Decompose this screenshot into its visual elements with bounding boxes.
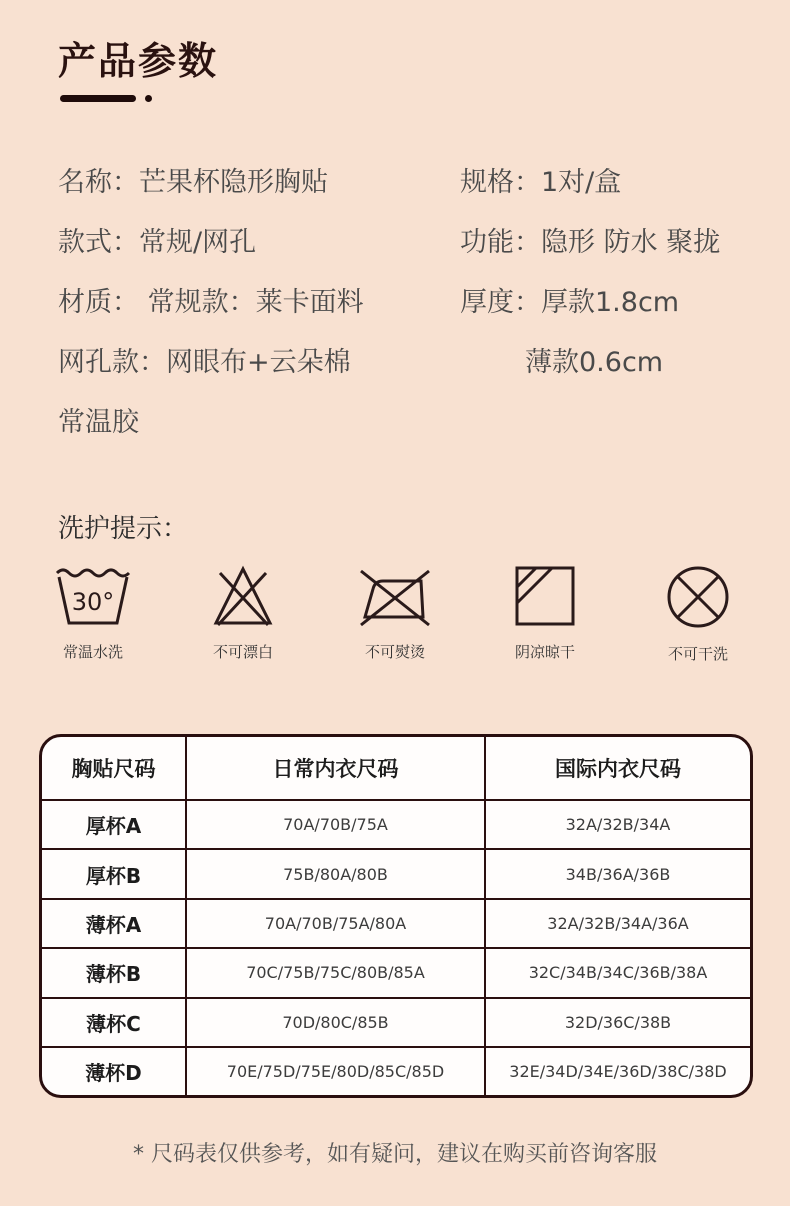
cell-patch-size: 薄杯D: [42, 1047, 186, 1095]
wash-temp-label: 30°: [71, 588, 115, 616]
cell-intl-size: 32E/34D/34E/36D/38C/38D: [509, 1062, 727, 1082]
table-row: [42, 1047, 750, 1095]
param-thickness: 厚度：厚款1.8cm: [460, 287, 680, 318]
care-item-shade-dry: [490, 565, 600, 662]
param-mesh: 网孔款：网眼布+云朵棉: [58, 347, 351, 378]
param-function: 功能：隐形 防水 聚拢: [460, 227, 721, 258]
param-material: 材质： 常规款：莱卡面料: [58, 287, 364, 318]
care-label-wash: 常温水洗: [62, 643, 123, 661]
care-label-no-bleach: 不可漂白: [212, 643, 273, 661]
page-title: 产品参数: [58, 39, 219, 83]
wash-30-icon: [55, 565, 131, 627]
cell-daily-size: 70C/75B/75C/80B/85A: [186, 948, 485, 997]
care-label-no-dry-clean: 不可干洗: [667, 645, 728, 663]
cell-daily-size: 70A/70B/75A: [186, 800, 485, 849]
param-glue: 常温胶: [58, 407, 139, 438]
header-patch-size: 胸贴尺码: [42, 737, 186, 800]
header-daily-size: 日常内衣尺码: [186, 737, 485, 800]
table-row: [42, 899, 750, 948]
cell-patch-size: 薄杯C: [42, 998, 186, 1047]
cell-daily-size: 70E/75D/75E/80D/85C/85D: [186, 1047, 485, 1095]
cell-intl-size: 32C/34B/34C/36B/38A: [485, 948, 750, 997]
care-item-no-dry-clean: [643, 565, 753, 664]
cell-patch-size: 厚杯B: [42, 849, 186, 898]
care-label-no-iron: 不可熨烫: [364, 643, 425, 661]
table-header-row: [42, 737, 750, 800]
cell-patch-size: 薄杯A: [42, 899, 186, 948]
cell-intl-size: 32A/32B/34A: [485, 800, 750, 849]
cell-daily-size: 75B/80A/80B: [186, 849, 485, 898]
header-intl-size: 国际内衣尺码: [485, 737, 750, 800]
title-underline: [60, 95, 136, 102]
param-style: 款式：常规/网孔: [58, 227, 257, 258]
param-spec: 规格：1对/盒: [460, 167, 622, 198]
footnote: * 尺码表仅供参考，如有疑问，建议在购买前咨询客服: [133, 1142, 657, 1167]
no-iron-icon: [359, 565, 431, 627]
table-row: [42, 948, 750, 997]
param-thin: 薄款0.6cm: [525, 347, 664, 378]
cell-intl-size: 34B/36A/36B: [485, 849, 750, 898]
cell-intl-size: 32D/36C/38B: [485, 998, 750, 1047]
no-bleach-icon: [212, 565, 274, 627]
title-underline-dot: [145, 95, 152, 102]
table-row: [42, 849, 750, 898]
cell-daily-size: 70A/70B/75A/80A: [186, 899, 485, 948]
param-name: 名称：芒果杯隐形胸贴: [58, 167, 328, 198]
care-title: 洗护提示：: [58, 514, 189, 544]
cell-daily-size: 70D/80C/85B: [186, 998, 485, 1047]
care-label-shade-dry: 阴凉晾干: [514, 643, 575, 661]
table-row: [42, 800, 750, 849]
cell-patch-size: 薄杯B: [42, 948, 186, 997]
cell-patch-size: 厚杯A: [42, 800, 186, 849]
size-table: [39, 734, 753, 1098]
care-item-no-iron: [340, 565, 450, 662]
table-row: [42, 998, 750, 1047]
shade-dry-icon: [514, 565, 576, 627]
care-item-no-bleach: [188, 565, 298, 662]
cell-intl-size: 32A/32B/34A/36A: [485, 899, 750, 948]
no-dry-clean-icon: [666, 565, 730, 629]
care-item-wash: [38, 565, 148, 662]
